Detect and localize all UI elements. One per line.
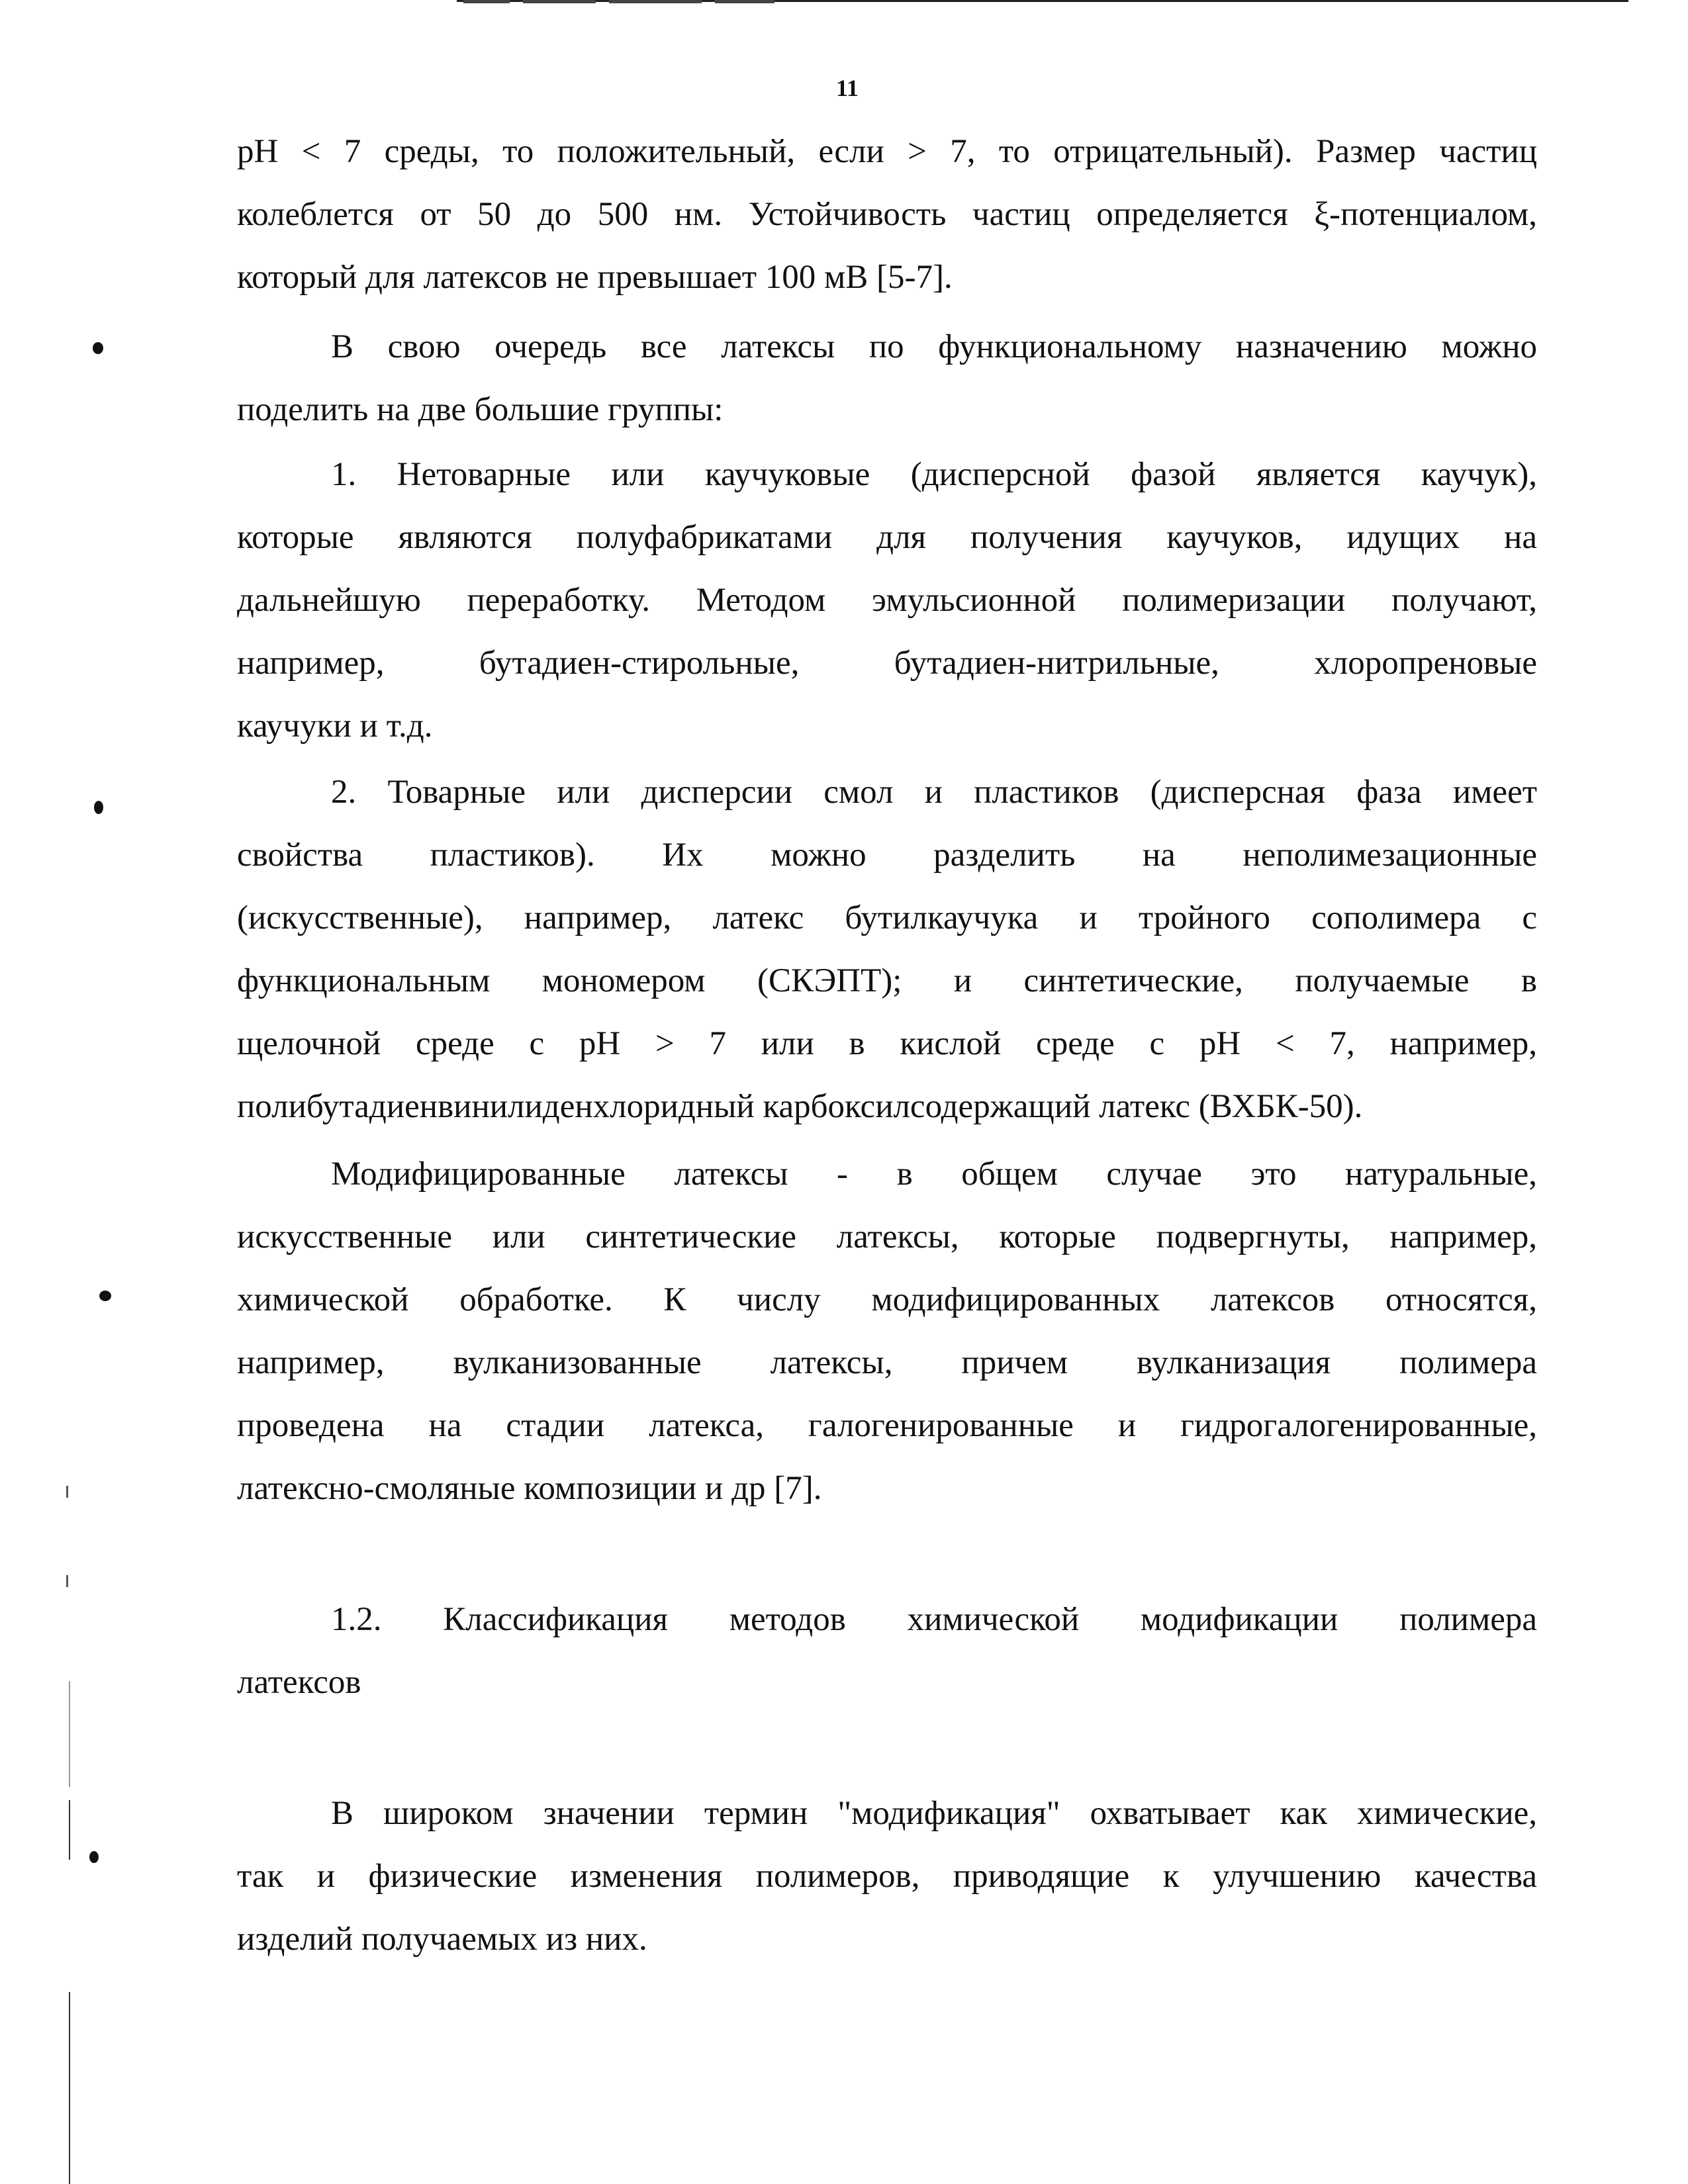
margin-punch-mark xyxy=(94,801,103,814)
text-line: колеблется от 50 до 500 нм. Устойчивость частиц определяется ξ-потенциалом, xyxy=(237,196,1537,233)
text-line: проведена на стадии латекса, галогенированные и гидрогалогенированные, xyxy=(237,1407,1537,1444)
paragraph-ph-range xyxy=(237,120,1537,309)
text-line: каучуки и т.д. xyxy=(237,707,433,745)
text-line: полибутадиенвинилиденхлоридный карбоксилсодержащий латекс (ВХБК-50). xyxy=(237,1088,1363,1125)
text-line: функциональным мономером (СКЭПТ); и синтетические, получаемые в xyxy=(237,962,1537,999)
margin-punch-mark xyxy=(89,1851,99,1863)
text-line: которые являются полуфабрикатами для получения каучуков, идущих на xyxy=(237,519,1537,556)
margin-scan-line xyxy=(69,1800,70,1860)
text-line: который для латексов не превышает 100 мВ [5-7]. xyxy=(237,259,953,296)
text-line: (искусственные), например, латекс бутилкаучука и тройного сополимера с xyxy=(237,899,1537,936)
paragraph-modified-latexes xyxy=(237,1143,1537,1520)
margin-punch-mark xyxy=(93,342,103,354)
text-line: так и физические изменения полимеров, приводящие к улучшению качества xyxy=(237,1858,1537,1895)
scan-border-mark xyxy=(715,0,774,3)
section-heading xyxy=(237,1588,1537,1714)
margin-punch-mark xyxy=(99,1291,111,1301)
margin-tick-mark xyxy=(66,1486,68,1498)
text-line: 1. Нетоварные или каучуковые (дисперсной фазой является каучук), xyxy=(331,456,1537,493)
page-number: 11 xyxy=(835,75,859,101)
paragraph-rubber-latexes xyxy=(237,443,1537,758)
text-line: изделий получаемых из них. xyxy=(237,1921,647,1958)
paragraph-commercial-latexes xyxy=(237,761,1537,1138)
text-line: например, вулканизованные латексы, причем вулканизация полимера xyxy=(237,1344,1537,1381)
scan-border-mark xyxy=(609,0,702,3)
text-line: искусственные или синтетические латексы, которые подвергнуты, например, xyxy=(237,1218,1537,1255)
paragraph-latex-groups xyxy=(237,316,1537,441)
text-line: 2. Товарные или дисперсии смол и пластиков (дисперсная фаза имеет xyxy=(331,774,1537,811)
text-line: рН < 7 среды, то положительный, если > 7, то отрицательный). Размер частиц xyxy=(237,133,1537,170)
margin-tick-mark xyxy=(66,1575,68,1587)
text-line: латексно-смоляные композиции и др [7]. xyxy=(237,1470,822,1507)
paragraph-modification-term xyxy=(237,1782,1537,1971)
scan-border-mark xyxy=(523,0,596,3)
scan-border-mark xyxy=(463,0,510,3)
heading-line: 1.2. Классификация методов химической модификации полимера xyxy=(331,1601,1537,1638)
text-line: Модифицированные латексы - в общем случае это натуральные, xyxy=(331,1156,1537,1193)
heading-line: латексов xyxy=(237,1664,361,1701)
text-line: поделить на две большие группы: xyxy=(237,391,724,428)
text-line: дальнейшую переработку. Методом эмульсионной полимеризации получают, xyxy=(237,582,1537,619)
text-line: щелочной среде с рН > 7 или в кислой среде с рН < 7, например, xyxy=(237,1025,1537,1062)
text-line: например, бутадиен-стирольные, бутадиен-нитрильные, хлоропреновые xyxy=(237,645,1537,682)
text-line: свойства пластиков). Их можно разделить на неполимезационные xyxy=(237,837,1537,874)
margin-scan-line xyxy=(69,1992,70,2184)
text-line: В свою очередь все латексы по функциональному назначению можно xyxy=(331,328,1537,365)
text-line: В широком значении термин "модификация" охватывает как химические, xyxy=(331,1795,1537,1832)
text-line: химической обработке. К числу модифицированных латексов относятся, xyxy=(237,1281,1537,1318)
margin-scan-line xyxy=(69,1681,70,1787)
